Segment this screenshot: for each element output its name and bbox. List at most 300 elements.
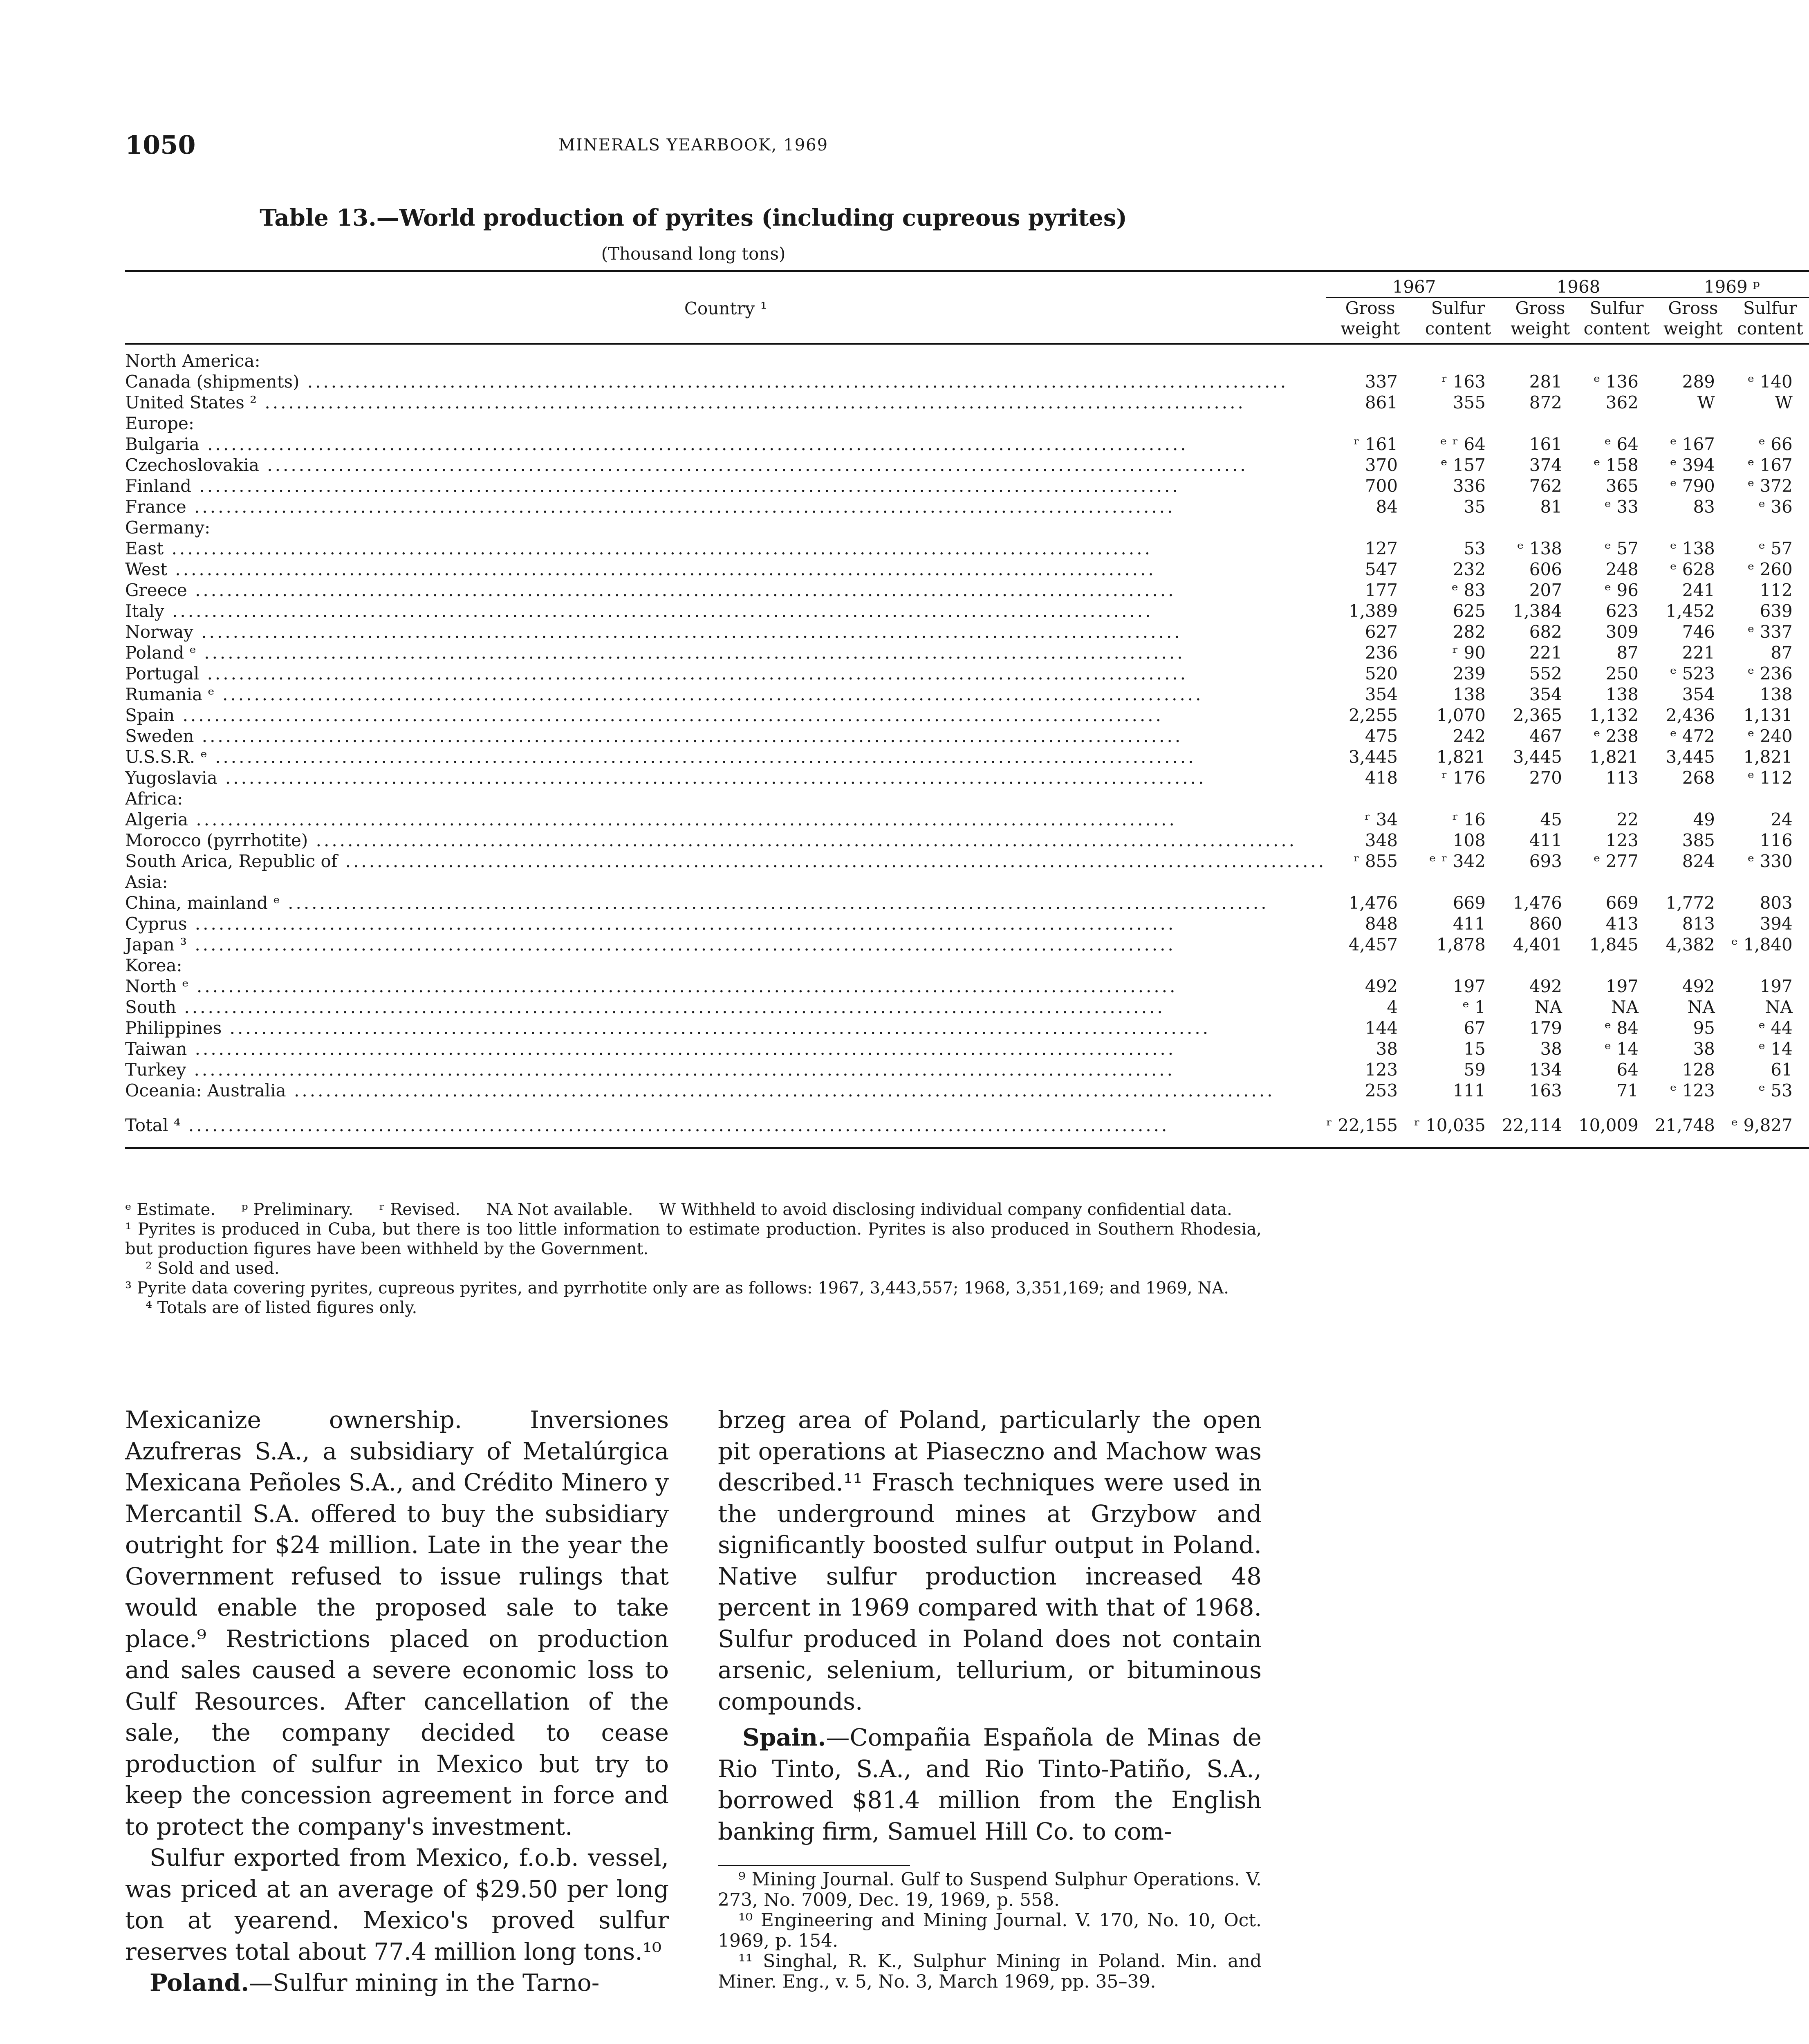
sulfur-content-cell: 35 [1464,497,1486,517]
sulfur-content-cell: 365 [1605,476,1639,496]
gross-weight-cell: 411 [1529,830,1562,850]
gross-weight-cell [1326,872,1414,892]
gross-weight-cell: 2,255 [1348,705,1398,725]
sulfur-content-cell: ᵉ 158 [1594,455,1639,475]
gross-weight-cell: ᵉ 628 [1670,559,1715,579]
sulfur-content-cell: ᵉ 14 [1758,1039,1793,1059]
gross-weight-cell: 700 [1365,476,1398,496]
sulfur-content-cell: 61 [1771,1060,1793,1080]
sulfur-content-cell: ᵉ 33 [1604,497,1639,517]
sulfur-content-cell: 59 [1464,1060,1486,1080]
country-cell: United States ² ..... [125,392,1326,413]
sulfur-content-cell: 123 [1605,830,1639,850]
right-column [718,1404,1262,1992]
gross-weight-cell: 1,389 [1348,601,1398,621]
gross-weight-cell: 177 [1365,580,1398,600]
sulfur-content-cell: 87 [1771,643,1793,663]
gross-weight-cell [1326,955,1414,976]
gross-weight-cell: 848 [1365,914,1398,934]
table-row [125,788,1809,809]
gross-weight-cell: ʳ 855 [1353,851,1398,871]
gross-weight-cell: 374 [1529,455,1562,475]
gross-weight-cell: 241 [1682,580,1715,600]
sulfur-content-cell: ᵉ 36 [1758,497,1793,517]
table-row [125,684,1809,705]
page-header [125,130,1262,167]
section-heading-spain: Spain. [742,1724,826,1751]
country-cell: Algeria ..... [125,809,1326,830]
country-cell: East ..... [125,538,1326,559]
gross-weight-cell: 268 [1682,768,1715,788]
gross-weight-header: Gross weight [1655,298,1731,344]
table-body [125,344,1809,1148]
table-row [125,767,1809,788]
country-cell: Greece ..... [125,580,1326,601]
gross-weight-cell: ʳ 161 [1353,434,1398,454]
sulfur-content-cell: ᵉ 83 [1451,580,1486,600]
sulfur-content-cell: ᵉ 1 [1462,997,1486,1017]
sulfur-content-cell [1414,872,1502,892]
body-paragraph: brzeg area of Poland, particularly the open pit operations at Piaseczno and Machow was described.¹¹ Frasch techniques were used in the underground mines at Grzybow and significantly boosted sulfur output in Poland. Native sulfur production increased 48 percent in 1969 compared with that of 1968. Sulfur produced in Poland does not contain arsenic, selenium, tellurium, or bituminous compounds. [718,1406,1262,1715]
sulfur-content-cell: ᵉ 96 [1604,580,1639,600]
country-column-header: Country ¹ [125,273,1326,344]
gross-weight-cell: 207 [1529,580,1562,600]
gross-weight-cell: 49 [1693,809,1715,829]
table-row [125,642,1809,663]
country-cell: Rumania ᵉ ..... [125,684,1326,705]
sulfur-content-cell: ᵉ 240 [1747,726,1793,746]
footnote-10: ¹⁰ Engineering and Mining Journal. V. 170, No. 10, Oct. 1969, p. 154. [718,1910,1262,1951]
sulfur-content-cell: ᵉ 136 [1594,372,1639,392]
gross-weight-cell [1502,788,1578,809]
sulfur-content-cell [1414,517,1502,538]
country-cell: Norway ..... [125,621,1326,642]
gross-weight-cell: 3,445 [1666,747,1715,767]
sulfur-content-cell: 1,821 [1589,747,1639,767]
country-cell: Canada (shipments) ..... [125,371,1326,392]
sulfur-content-cell: 197 [1453,976,1486,996]
section-heading-poland: Poland. [150,1969,249,1997]
sulfur-content-cell: 71 [1616,1080,1639,1100]
gross-weight-cell [1655,413,1731,434]
sulfur-content-cell: 1,131 [1743,705,1793,725]
table-row [125,955,1809,976]
body-paragraph [125,1967,669,1999]
sulfur-content-cell: ᵉ 57 [1604,538,1639,558]
table-row [125,413,1809,434]
table-row [125,934,1809,955]
country-cell: Czechoslovakia ..... [125,455,1326,475]
table-row [125,1080,1809,1101]
sulfur-content-cell: 242 [1453,726,1486,746]
gross-weight-cell: 95 [1693,1018,1715,1038]
gross-weight-cell: 354 [1529,684,1562,704]
table-row [125,705,1809,726]
gross-weight-cell: 38 [1376,1039,1398,1059]
sulfur-content-cell: 282 [1453,622,1486,642]
table-row [125,580,1809,601]
gross-weight-cell: 163 [1529,1080,1562,1100]
gross-weight-cell: 270 [1529,768,1562,788]
sulfur-content-cell: ᵉ 84 [1604,1018,1639,1038]
running-title: MINERALS YEARBOOK, 1969 [558,136,829,155]
table-row [125,663,1809,684]
gross-weight-cell [1502,517,1578,538]
sulfur-content-cell: 1,821 [1743,747,1793,767]
gross-weight-cell: 45 [1540,809,1562,829]
table-row [125,371,1809,392]
country-cell: South Arica, Republic of ..... [125,851,1326,872]
sulfur-content-cell [1731,413,1809,434]
gross-weight-cell: 861 [1365,392,1398,412]
gross-weight-cell [1502,872,1578,892]
gross-weight-cell: 552 [1529,663,1562,684]
sulfur-content-cell: ᵉ 9,827 [1731,1101,1809,1148]
gross-weight-cell [1502,955,1578,976]
gross-weight-cell: 475 [1365,726,1398,746]
sulfur-content-cell: ᵉ 157 [1441,455,1486,475]
sulfur-content-cell: 108 [1453,830,1486,850]
sulfur-content-cell: 1,845 [1589,935,1639,955]
gross-weight-cell [1326,344,1414,371]
gross-weight-cell: 872 [1529,392,1562,412]
sulfur-content-cell: ᵉ 238 [1594,726,1639,746]
table-row [125,892,1809,913]
sulfur-content-cell: ʳ 163 [1441,372,1486,392]
gross-weight-cell [1655,955,1731,976]
body-text: —Compañia Española de Minas de Rio Tinto, S.A., and Rio Tinto-Patiño, S.A., borrowed $81.4 million from the English banking firm, Samuel Hill Co. to com- [718,1724,1262,1845]
sulfur-content-cell [1414,413,1502,434]
sulfur-content-cell [1731,344,1809,371]
gross-weight-cell: 492 [1365,976,1398,996]
gross-weight-cell: 4,401 [1513,935,1562,955]
sulfur-content-header: Sulfur content [1731,298,1809,344]
gross-weight-cell: 21,748 [1655,1101,1731,1148]
country-cell: North America: [125,351,260,371]
gross-weight-cell: 824 [1682,851,1715,871]
sulfur-content-cell: ᵉ 337 [1747,622,1793,642]
gross-weight-cell: 4,382 [1666,935,1715,955]
year-header-1969: 1969 ᵖ [1655,273,1809,298]
sulfur-content-cell: 53 [1464,538,1486,558]
sulfur-content-cell: ᵉ 140 [1747,372,1793,392]
gross-weight-cell: ᵉ 167 [1670,434,1715,454]
gross-weight-cell: NA [1534,997,1562,1017]
sulfur-content-cell: 116 [1760,830,1793,850]
sulfur-content-cell [1731,955,1809,976]
note-2: ² Sold and used. [146,1259,280,1278]
gross-weight-cell: W [1697,392,1715,412]
sulfur-content-cell: 197 [1760,976,1793,996]
gross-weight-cell [1326,517,1414,538]
table-row [125,1018,1809,1038]
sulfur-content-cell: ʳ 176 [1441,768,1486,788]
gross-weight-cell [1655,344,1731,371]
sulfur-content-cell: 10,009 [1578,1101,1655,1148]
sulfur-content-cell: NA [1765,997,1793,1017]
sulfur-content-cell: 64 [1616,1060,1639,1080]
footnote-11: ¹¹ Singhal, R. K., Sulphur Mining in Poland. Min. and Miner. Eng., v. 5, No. 3, March 1969, pp. 35–39. [718,1951,1262,1992]
gross-weight-cell: 289 [1682,372,1715,392]
gross-weight-cell: 492 [1529,976,1562,996]
sulfur-content-cell: 1,821 [1436,747,1486,767]
sulfur-content-cell: 336 [1453,476,1486,496]
country-cell: Africa: [125,789,183,809]
country-cell: Italy ..... [125,601,1326,621]
sulfur-content-cell: 248 [1605,559,1639,579]
sulfur-content-cell: 232 [1453,559,1486,579]
country-cell: West ..... [125,559,1326,580]
gross-weight-cell [1326,413,1414,434]
gross-weight-cell: 520 [1365,663,1398,684]
table-row [125,809,1809,830]
gross-weight-cell: 22,114 [1502,1101,1578,1148]
sulfur-content-cell: ᵉ 14 [1604,1039,1639,1059]
body-paragraph: Sulfur exported from Mexico, f.o.b. vessel, was priced at an average of $29.50 per long ton at yearend. Mexico's proved sulfur reserves total about 77.4 million long tons.¹⁰ [125,1844,669,1966]
sulfur-content-cell: 111 [1453,1080,1486,1100]
gross-weight-cell: ᵉ 138 [1670,538,1715,558]
sulfur-content-cell: ʳ 90 [1452,643,1486,663]
sulfur-content-cell: 138 [1760,684,1793,704]
country-cell: Bulgaria ..... [125,434,1326,455]
gross-weight-cell: 38 [1540,1039,1562,1059]
sulfur-content-cell: ʳ 16 [1452,809,1486,829]
sulfur-content-cell: 67 [1464,1018,1486,1038]
sulfur-content-cell: 625 [1453,601,1486,621]
gross-weight-cell: 467 [1529,726,1562,746]
sulfur-content-cell: ᵉ ʳ 342 [1429,851,1486,871]
body-text: —Sulfur mining in the Tarno- [249,1969,600,1997]
gross-weight-cell: 1,772 [1666,893,1715,913]
gross-weight-cell [1655,788,1731,809]
table-row [125,872,1809,892]
gross-weight-cell: ᵉ 123 [1670,1080,1715,1100]
gross-weight-cell [1655,872,1731,892]
gross-weight-cell: 144 [1365,1018,1398,1038]
country-cell: Poland ᵉ ..... [125,642,1326,663]
table-row [125,1038,1809,1059]
table-row [125,1059,1809,1080]
table-row [125,344,1809,371]
gross-weight-cell: 2,365 [1513,705,1562,725]
table-row [125,997,1809,1018]
sulfur-content-header: Sulfur content [1578,298,1655,344]
sulfur-content-cell: ᵉ 167 [1747,455,1793,475]
note-3: ³ Pyrite data covering pyrites, cupreous pyrites, and pyrrhotite only are as follows: 1967, 3,443,557; 1968, 3,351,169; and 1969, NA. [125,1279,1229,1298]
gross-weight-cell: 1,476 [1348,893,1398,913]
sulfur-content-cell [1731,788,1809,809]
footnote-divider [718,1865,910,1866]
gross-weight-cell: 84 [1376,497,1398,517]
sulfur-content-cell: 1,132 [1589,705,1639,725]
sulfur-content-cell: 239 [1453,663,1486,684]
sulfur-content-cell: 87 [1616,643,1639,663]
gross-weight-cell: 127 [1365,538,1398,558]
sulfur-content-cell: 623 [1605,601,1639,621]
gross-weight-header: Gross weight [1326,298,1414,344]
gross-weight-cell: 4 [1387,997,1398,1017]
sulfur-content-cell: 197 [1605,976,1639,996]
sulfur-content-cell [1414,344,1502,371]
country-cell: Total ⁴ ..... [125,1101,1326,1148]
country-cell: Spain ..... [125,705,1326,726]
gross-weight-cell [1502,413,1578,434]
body-paragraph [718,1722,1262,1847]
country-cell: Portugal ..... [125,663,1326,684]
sulfur-content-cell: 22 [1616,809,1639,829]
country-cell: Japan ³ ..... [125,934,1326,955]
table-row [125,434,1809,455]
gross-weight-cell: 128 [1682,1060,1715,1080]
note-4: ⁴ Totals are of listed figures only. [146,1298,417,1317]
sulfur-content-cell: 138 [1605,684,1639,704]
table-row [125,726,1809,746]
sulfur-content-cell [1414,955,1502,976]
gross-weight-cell: 762 [1529,476,1562,496]
gross-weight-cell: 81 [1540,497,1562,517]
gross-weight-cell: 3,445 [1513,747,1562,767]
gross-weight-cell: 627 [1365,622,1398,642]
gross-weight-cell: ᵉ 790 [1670,476,1715,496]
sulfur-content-cell: 24 [1771,809,1793,829]
table-row [125,830,1809,851]
gross-weight-cell: 281 [1529,372,1562,392]
gross-weight-cell: ʳ 22,155 [1326,1101,1414,1148]
sulfur-content-cell: 15 [1464,1039,1486,1059]
legend-note: ᵉ Estimate. ᵖ Preliminary. ʳ Revised. NA Not available. W Withheld to avoid disclosing individual company confidential data. [125,1200,1232,1219]
gross-weight-cell: 1,384 [1513,601,1562,621]
table-row [125,392,1809,413]
sulfur-content-cell [1731,872,1809,892]
country-cell: Taiwan ..... [125,1038,1326,1059]
sulfur-content-cell [1578,517,1655,538]
gross-weight-cell: 606 [1529,559,1562,579]
sulfur-content-cell [1578,788,1655,809]
gross-weight-cell: 860 [1529,914,1562,934]
sulfur-content-cell: 411 [1453,914,1486,934]
table-row [125,517,1809,538]
note-1: ¹ Pyrites is produced in Cuba, but there is too little information to estimate production. Pyrites is also produced in Southern Rhodesia, but production figures have been withheld by the Government. [125,1220,1262,1258]
gross-weight-cell: 2,436 [1666,705,1715,725]
gross-weight-cell: 354 [1682,684,1715,704]
country-cell: Korea: [125,955,182,975]
gross-weight-cell: 682 [1529,622,1562,642]
year-header-1967: 1967 [1326,273,1502,298]
gross-weight-cell: 221 [1682,643,1715,663]
table-subtitle: (Thousand long tons) [601,244,786,264]
country-cell: Philippines ..... [125,1018,1326,1038]
table-row [125,496,1809,517]
gross-weight-cell: 492 [1682,976,1715,996]
sulfur-content-cell: ᵉ 260 [1747,559,1793,579]
gross-weight-cell: 370 [1365,455,1398,475]
sulfur-content-cell: 394 [1760,914,1793,934]
sulfur-content-cell: ʳ 10,035 [1414,1101,1502,1148]
gross-weight-cell: 221 [1529,643,1562,663]
gross-weight-cell: 1,476 [1513,893,1562,913]
gross-weight-cell: 161 [1529,434,1562,454]
sulfur-content-cell: ᵉ 64 [1604,434,1639,454]
gross-weight-cell: ʳ 34 [1364,809,1398,829]
sulfur-content-cell: ᵉ 112 [1747,768,1793,788]
sulfur-content-cell: ᵉ 277 [1594,851,1639,871]
gross-weight-cell: 813 [1682,914,1715,934]
sulfur-content-cell: 362 [1605,392,1639,412]
footnote-9: ⁹ Mining Journal. Gulf to Suspend Sulphur Operations. V. 273, No. 7009, Dec. 19, 1969, p. 558. [718,1869,1262,1910]
country-cell: China, mainland ᵉ ..... [125,892,1326,913]
table-row [125,538,1809,559]
country-cell: North ᵉ ..... [125,976,1326,997]
gross-weight-cell: 134 [1529,1060,1562,1080]
sulfur-content-cell: 1,878 [1436,935,1486,955]
sulfur-content-cell: 355 [1453,392,1486,412]
sulfur-content-cell [1578,344,1655,371]
sulfur-content-cell: ᵉ 57 [1758,538,1793,558]
sulfur-content-cell: 639 [1760,601,1793,621]
sulfur-content-cell [1578,413,1655,434]
table-row [125,559,1809,580]
table-row [125,913,1809,934]
table-row [125,1101,1809,1148]
sulfur-content-cell: ᵉ 1,840 [1731,935,1793,955]
sulfur-content-cell: 138 [1453,684,1486,704]
sulfur-content-cell: 803 [1760,893,1793,913]
gross-weight-cell: 354 [1365,684,1398,704]
sulfur-content-cell [1414,788,1502,809]
sulfur-content-cell: ᵉ ʳ 64 [1440,434,1486,454]
table-row [125,851,1809,872]
gross-weight-cell: 746 [1682,622,1715,642]
gross-weight-cell: 1,452 [1666,601,1715,621]
gross-weight-cell: 547 [1365,559,1398,579]
sulfur-content-cell: 669 [1453,893,1486,913]
table-row [125,746,1809,767]
country-cell: Germany: [125,518,211,538]
gross-weight-cell: 253 [1365,1080,1398,1100]
gross-weight-cell: 123 [1365,1060,1398,1080]
country-cell: U.S.S.R. ᵉ ..... [125,746,1326,767]
gross-weight-cell: NA [1687,997,1715,1017]
sulfur-content-cell: ᵉ 330 [1747,851,1793,871]
gross-weight-cell: 236 [1365,643,1398,663]
sulfur-content-cell: 413 [1605,914,1639,934]
table-row [125,621,1809,642]
gross-weight-cell: 418 [1365,768,1398,788]
table-row [125,475,1809,496]
gross-weight-cell: 337 [1365,372,1398,392]
table-row [125,976,1809,997]
country-cell: Cyprus ..... [125,913,1326,934]
gross-weight-header: Gross weight [1502,298,1578,344]
gross-weight-cell: 693 [1529,851,1562,871]
sulfur-content-cell: 250 [1605,663,1639,684]
country-cell: Asia: [125,872,168,892]
country-cell: Turkey ..... [125,1059,1326,1080]
country-cell: Yugoslavia ..... [125,767,1326,788]
country-cell: South ..... [125,997,1326,1018]
left-column [125,1404,669,1999]
gross-weight-cell: 385 [1682,830,1715,850]
gross-weight-cell: ᵉ 394 [1670,455,1715,475]
sulfur-content-cell: 113 [1605,768,1639,788]
table-title: Table 13.—World production of pyrites (including cupreous pyrites) [260,204,1127,231]
sulfur-content-cell: W [1775,392,1793,412]
table-row [125,455,1809,475]
sulfur-content-cell: ᵉ 44 [1758,1018,1793,1038]
country-cell: France ..... [125,496,1326,517]
gross-weight-cell: 38 [1693,1039,1715,1059]
country-cell: Europe: [125,413,194,433]
